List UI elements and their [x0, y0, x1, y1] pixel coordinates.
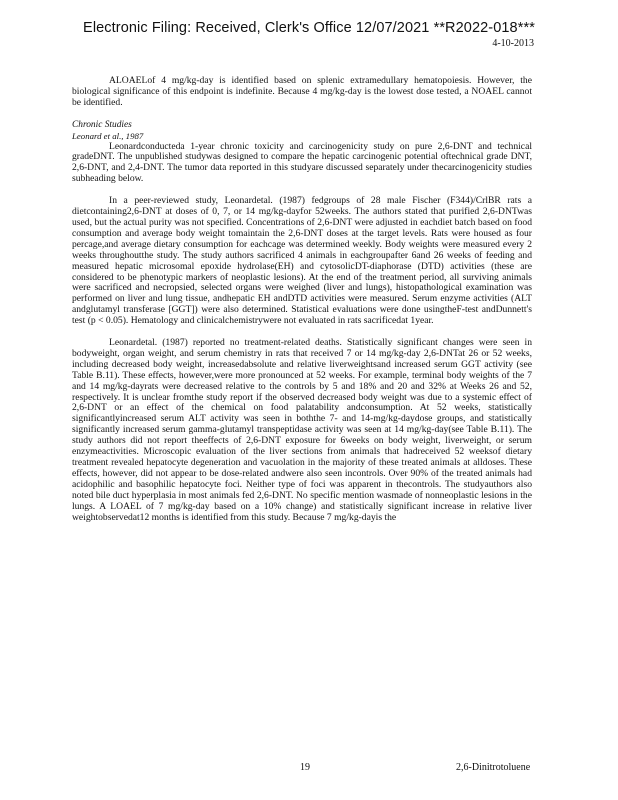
- document-body: [72, 76, 532, 523]
- page-number: 19: [300, 762, 310, 773]
- study-citation: Leonard et al., 1987: [72, 130, 144, 141]
- filing-stamp-banner: Electronic Filing: Received, Clerk's Office 12/07/2021 **R2022-018***: [83, 20, 535, 36]
- document-name: 2,6-Dinitrotoluene: [456, 762, 531, 773]
- section-heading: Chronic Studies: [72, 119, 132, 130]
- revision-date: 4-10-2013: [492, 38, 534, 49]
- study-overview-paragraph: Leonardconducteda 1-year chronic toxicity and carcinogenicity study on pure 2,6-DNT and technical gradeDNT. The unpublished studywas designed to compare the hepatic carcinogenic potential oftechnical grade DNT, 2,6-DNT, and 2,4-DNT. The tumor data reported in this studyare discussed separately under thecarcinogenicity studies subheading below.: [72, 140, 532, 185]
- study-design-paragraph: In a peer-reviewed study, Leonardetal. (1987) fedgroups of 28 male Fischer (F344)/CrlBR rats a dietcontaining2,6-DNT at doses of 0, 7, or 14 mg/kg-dayfor 52weeks. The authors stated that purified 2,6-DNTwas used, but the actual purity was not specified. Concentrations of 2,6-DNT were adjusted in eachdiet batch based on food consumption and average body weight tomaintain the 2,6-DNT doses at the target levels. Rats were housed as four percage,and average dietary consumption for eachcage was determined weekly. Body weights were measured every 2 weeks throughoutthe study. The study authors sacrificed 4 animals in eachgroupafter 6and 26 weeks of feeding and measured hepatic microsomal epoxide hydrolase(EH) and cytosolicDT-diaphorase (DTD) activities (these are considered to be phenotypic markers of neoplastic lesions). At the end of the treatment period, all surviving animals were sacrificed and necropsied, selected organs were weighed (liver and lungs), histopathological examination was performed on liver and lung tissue, andhepatic EH andDTD activities were measured. Serum enzyme activities (ALT andglutamyl transferase [GGT]) were also determined. Statistical evaluations were done usingtheF-test andDunnett's test (p < 0.05). Hematology and clinicalchemistrywere not evaluated in rats sacrificedat 1year.: [72, 195, 532, 327]
- study-results-paragraph: Leonardetal. (1987) reported no treatment-related deaths. Statistically significant changes were seen in bodyweight, organ weight, and serum chemistry in rats that received 7 or 14 mg/kg-day 2,6-DNTat 26 or 52 weeks, including decreased body weight, increasedabsolute and relative liverweightsand increased serum GGT activity (see Table B.11). These effects, however,were more pronounced at 52 weeks. For example, terminal body weights of the 7 and 14 mg/kg-dayrats were decreased relative to the controls by 5 and 18% and 20 and 32% at Weeks 26 and 52, respectively. It is unclear fromthe study report if the observed decreased body weight was due to a systemic effect of 2,6-DNT or an effect of the chemical on food palatability andconsumption. At 52 weeks, statistically significantlyincreased serum ALT activity was seen in boththe 7- and 14-mg/kg-daydose groups, and statistically significantly increased serum gamma-glutamyl transpeptidase activity was seen at 14 mg/kg-day(see Table B.11). The study authors did not report theeffects of 2,6-DNT exposure for 6weeks on body weight, liverweight, or serum enzymeactivities. Microscopic evaluation of the liver sections from animals that hadreceived 52 weeksof dietary treatment revealed hepatocyte degeneration and vacuolation in the majority of these treated animals at alldoses. These effects, however, did not appear to be dose-related andwere also seen incontrols. Over 90% of the treated animals had acidophilic and basophilic hepatocyte foci. Neither type of foci was apparent in thecontrols. The studyauthors also noted bile duct hyperplasia in most animals fed 2,6-DNT. No specific mention wasmade of nonneoplastic lesions in the lungs. A LOAEL of 7 mg/kg-day based on a 10% change) and statistically significant increase in relative liver weightobservedat12 months is identified from this study. Because 7 mg/kg-dayis the: [72, 337, 532, 523]
- loael-paragraph: ALOAELof 4 mg/kg-day is identified based on splenic extramedullary hematopoiesis. However, the biological significance of this endpoint is indefinite. Because 4 mg/kg-day is the lowest dose tested, a NOAEL cannot be identified.: [72, 75, 532, 108]
